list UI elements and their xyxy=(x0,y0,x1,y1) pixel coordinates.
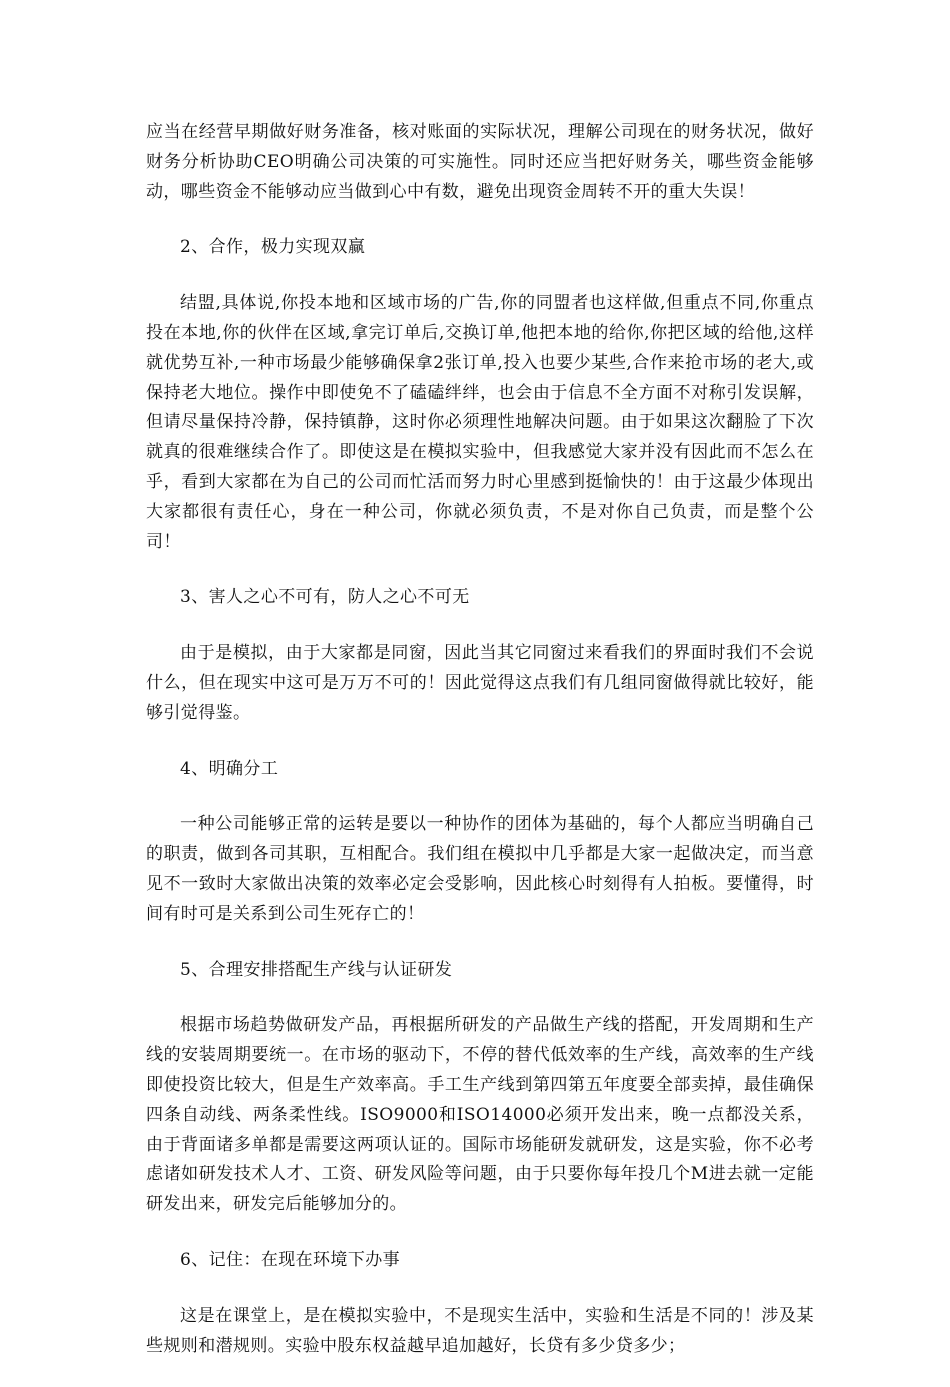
paragraph-cooperation: 结盟,具体说,你投本地和区域市场的广告,你的同盟者也这样做,但重点不同,你重点投在本地,你的伙伴在区域,拿完订单后,交换订单,他把本地的给你,你把区域的给他,这样就优势互补,一种市场最少能够确保拿2张订单,投入也要少某些,合作来抢市场的老大,或保持老大地位。操作中即使免不了磕磕绊绊，也会由于信息不全方面不对称引发误解，但请尽量保持冷静，保持镇静，这时你必须理性地解决问题。由于如果这次翻脸了下次就真的很难继续合作了。即使这是在模拟实验中，但我感觉大家并没有因此而不怎么在乎，看到大家都在为自己的公司而忙活而努力时心里感到挺愉快的！由于这最少体现出大家都很有责任心，身在一种公司，你就必须负责，不是对你自己负责，而是整个公司！ xyxy=(146,293,814,552)
paragraph-caution: 由于是模拟，由于大家都是同窗，因此当其它同窗过来看我们的界面时我们不会说什么，但在现实中这可是万万不可的！因此觉得这点我们有几组同窗做得就比较好，能够引觉得鉴。 xyxy=(146,643,814,723)
document-body xyxy=(146,118,814,1387)
section-heading-caution: 3、害人之心不可有，防人之心不可无 xyxy=(180,587,470,608)
section-heading-cooperation: 2、合作，极力实现双赢 xyxy=(180,237,366,258)
paragraph-finance-preparation: 应当在经营早期做好财务准备，核对账面的实际状况，理解公司现在的财务状况，做好财务分析协助CEO明确公司决策的可实施性。同时还应当把好财务关，哪些资金能够动，哪些资金不能够动应当做到心中有数，避免出现资金周转不开的重大失误！ xyxy=(146,122,814,202)
paragraph-production-lines: 根据市场趋势做研发产品，再根据所研发的产品做生产线的搭配，开发周期和生产线的安装周期要统一。在市场的驱动下，不停的替代低效率的生产线，高效率的生产线即使投资比较大，但是生产效率高。手工生产线到第四第五年度要全部卖掉，最佳确保四条自动线、两条柔性线。ISO9000和ISO14000必须开发出来，晚一点都没关系，由于背面诸多单都是需要这两项认证的。国际市场能研发就研发，这是实验，你不必考虑诸如研发技术人才、工资、研发风险等问题，由于只要你每年投几个M进去就一定能研发出来，研发完后能够加分的。 xyxy=(146,1015,814,1215)
paragraph-division-of-labor: 一种公司能够正常的运转是要以一种协作的团体为基础的，每个人都应当明确自己的职责，做到各司其职，互相配合。我们组在模拟中几乎都是大家一起做决定，而当意见不一致时大家做出决策的效率必定会受影响，因此核心时刻得有人拍板。要懂得，时间有时可是关系到公司生死存亡的！ xyxy=(146,814,814,924)
section-heading-division-of-labor: 4、明确分工 xyxy=(180,758,279,779)
section-heading-production-lines: 5、合理安排搭配生产线与认证研发 xyxy=(180,959,453,980)
paragraph-environment: 这是在课堂上，是在模拟实验中，不是现实生活中，实验和生活是不同的！涉及某些规则和潜规则。实验中股东权益越早追加越好，长贷有多少贷多少； xyxy=(146,1305,814,1356)
section-heading-environment: 6、记住：在现在环境下办事 xyxy=(180,1249,401,1270)
